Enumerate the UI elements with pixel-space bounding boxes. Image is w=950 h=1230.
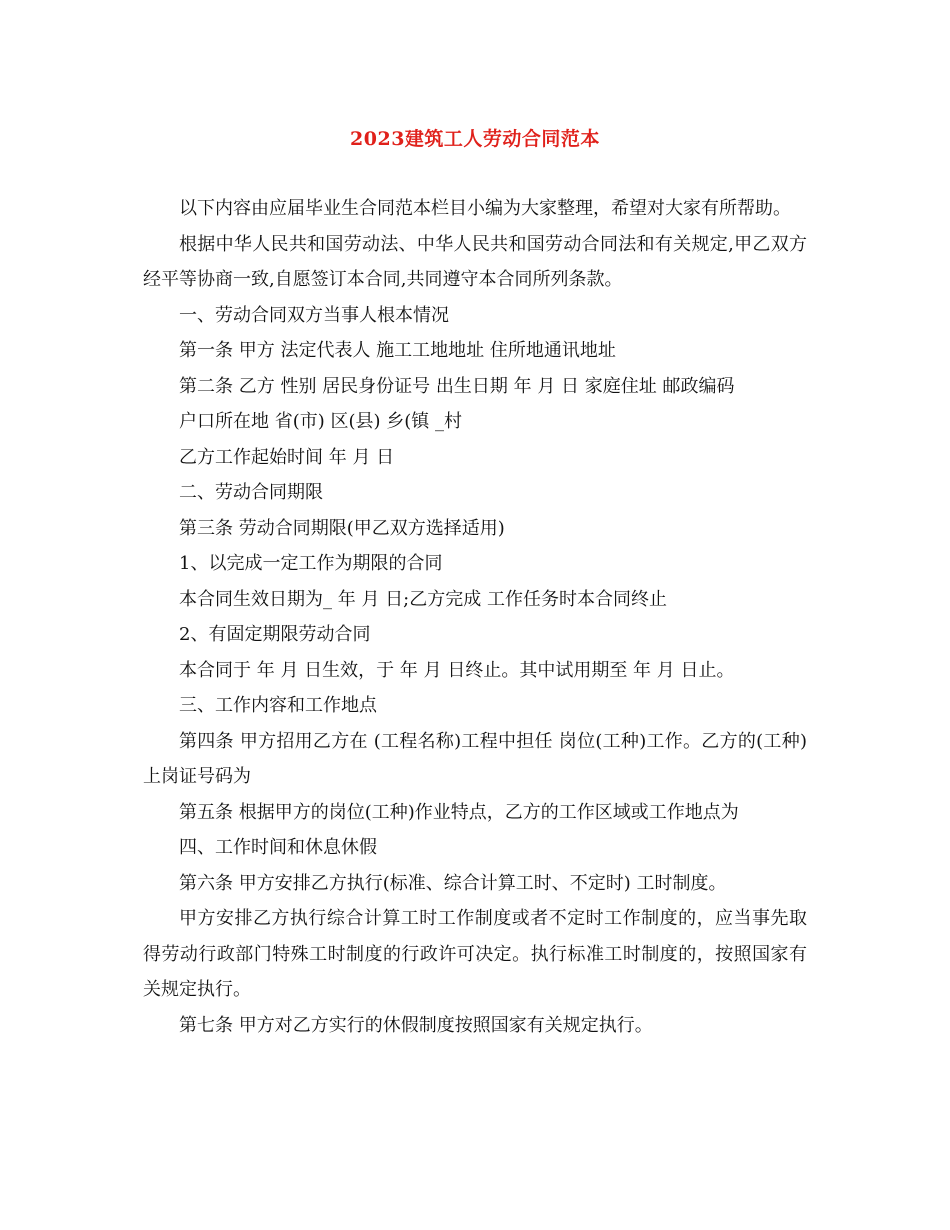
clause-4: 第四条 甲方招用乙方在 (工程名称)工程中担任 岗位(工种)工作。乙方的(工种)上岗证号码为 xyxy=(143,730,807,787)
clause-2-start-date: 乙方工作起始时间 年 月 日 xyxy=(179,446,395,468)
clause-3-option-1: 1、以完成一定工作为期限的合同 xyxy=(179,553,443,574)
section-heading-4: 四、工作时间和休息休假 xyxy=(179,837,377,858)
clause-3-option-2: 2、有固定期限劳动合同 xyxy=(179,624,371,645)
clause-2: 第二条 乙方 性别 居民身份证号 出生日期 年 月 日 家庭住址 邮政编码 xyxy=(179,375,735,397)
document-title: 2023建筑工人劳动合同范本 xyxy=(350,128,600,150)
section-heading-2: 二、劳动合同期限 xyxy=(179,482,323,503)
clause-2-residence: 户口所在地 省(市) 区(县) 乡(镇 _村 xyxy=(179,411,462,432)
clause-6: 第六条 甲方安排乙方执行(标准、综合计算工时、不定时) 工时制度。 xyxy=(179,872,727,894)
clause-1: 第一条 甲方 法定代表人 施工工地地址 住所地通讯地址 xyxy=(179,340,616,361)
clause-3: 第三条 劳动合同期限(甲乙双方选择适用) xyxy=(179,517,505,539)
document-body xyxy=(143,191,807,1043)
clause-5: 第五条 根据甲方的岗位(工种)作业特点，乙方的工作区域或工作地点为 xyxy=(179,801,739,823)
paragraph-intro: 以下内容由应届毕业生合同范本栏目小编为大家整理，希望对大家有所帮助。 xyxy=(179,198,791,219)
clause-3-option-2-detail: 本合同于 年 月 日生效，于 年 月 日终止。其中试用期至 年 月 日止。 xyxy=(179,659,735,681)
clause-6-detail: 甲方安排乙方执行综合计算工时工作制度或者不定时工作制度的，应当事先取得劳动行政部门特殊工时制度的行政许可决定。执行标准工时制度的，按照国家有关规定执行。 xyxy=(143,908,807,1000)
section-heading-3: 三、工作内容和工作地点 xyxy=(179,695,377,716)
clause-7: 第七条 甲方对乙方实行的休假制度按照国家有关规定执行。 xyxy=(179,1014,653,1036)
paragraph-preamble: 根据中华人民共和国劳动法、中华人民共和国劳动合同法和有关规定,甲乙双方经平等协商一致,自愿签订本合同,共同遵守本合同所列条款。 xyxy=(143,233,807,290)
section-heading-1: 一、劳动合同双方当事人根本情况 xyxy=(179,304,449,326)
clause-3-option-1-detail: 本合同生效日期为_ 年 月 日;乙方完成 工作任务时本合同终止 xyxy=(179,588,667,610)
